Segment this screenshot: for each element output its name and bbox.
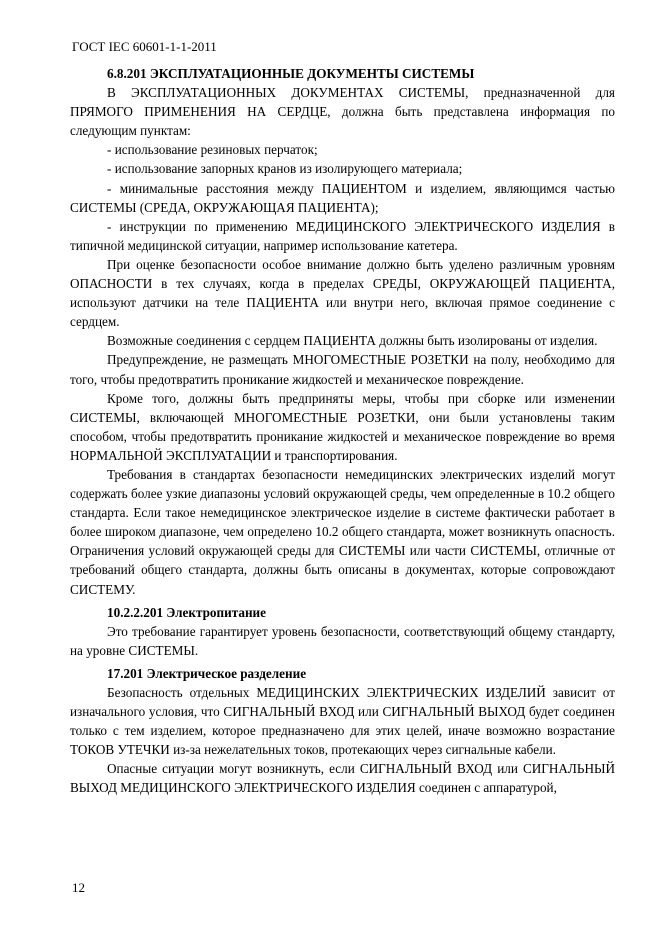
list-item: - инструкции по применению МЕДИЦИНСКОГО ЭЛЕКТРИЧЕСКОГО ИЗДЕЛИЯ в типичной медицинской ситуации, например использование катетера. [70,218,615,253]
list-item: - использование запорных кранов из изолирующего материала; [107,161,463,177]
section-heading: 6.8.201 ЭКСПЛУАТАЦИОННЫЕ ДОКУМЕНТЫ СИСТЕМЫ [107,66,475,81]
paragraph: Кроме того, должны быть предприняты меры, чтобы при сборке или изменении СИСТЕМЫ, включающей МНОГОМЕСТНЫЕ РОЗЕТКИ, они были установлены таким способом, чтобы предотвратить проникание жидкостей и механическое повреждение во время НОРМАЛЬНОЙ ЭКСПЛУАТАЦИИ и транспортирования. [70,390,615,463]
document-id-header: ГОСТ IEC 60601-1-1-2011 [72,39,217,54]
paragraph: Требования в стандартах безопасности немедицинских электрических изделий могут содержать более узкие диапазоны условий окружающей среды, чем определенные в 10.2 общего стандарта. Если такое немедицинское электрическое изделие в системе фактически работает в более широком диапазоне, чем определено 10.2 общего стандарта, может возникнуть опасность. Ограничения условий окружающей среды для СИСТЕМЫ или части СИСТЕМЫ, отличные от требований общего стандарта, должны быть описаны в документах, которые сопровождают СИСТЕМУ. [70,466,615,597]
paragraph: Это требование гарантирует уровень безопасности, соответствующий общему стандарту, на уровне СИСТЕМЫ. [70,623,615,658]
page-number: 12 [72,880,85,895]
paragraph: При оценке безопасности особое внимание должно быть уделено различным уровням ОПАСНОСТИ в тех случаях, когда в пределах СРЕДЫ, ОКРУЖАЮЩЕЙ ПАЦИЕНТА, используют датчики на теле ПАЦИЕНТА или внутри него, включая прямое соединение с сердцем. [70,256,615,330]
paragraph: Предупреждение, не размещать МНОГОМЕСТНЫЕ РОЗЕТКИ на полу, необходимо для того, чтобы предотвратить проникание жидкостей и механическое повреждение. [70,352,615,387]
list-item: - использование резиновых перчаток; [107,142,318,158]
section-heading: 17.201 Электрическое разделение [107,665,307,681]
list-item: - минимальные расстояния между ПАЦИЕНТОМ и изделием, являющимся частью СИСТЕМЫ (СРЕДА, ОКРУЖАЮЩАЯ ПАЦИЕНТА); [70,180,615,215]
paragraph: Возможные соединения с сердцем ПАЦИЕНТА должны быть изолированы от изделия. [107,333,598,349]
paragraph: Опасные ситуации могут возникнуть, если СИГНАЛЬНЫЙ ВХОД или СИГНАЛЬНЫЙ ВЫХОД МЕДИЦИНСКОГО ЭЛЕКТРИЧЕСКОГО ИЗДЕЛИЯ соединен с аппаратурой, [70,761,615,796]
section-heading: 10.2.2.201 Электропитание [107,604,267,620]
paragraph: В ЭКСПЛУАТАЦИОННЫХ ДОКУМЕНТАХ СИСТЕМЫ, предназначенной для ПРЯМОГО ПРИМЕНЕНИЯ НА СЕРДЦЕ, должна быть представлена информация по следующим пунктам: [70,85,615,139]
paragraph: Безопасность отдельных МЕДИЦИНСКИХ ЭЛЕКТРИЧЕСКИХ ИЗДЕЛИЙ зависит от изначального условия, что СИГНАЛЬНЫЙ ВХОД или СИГНАЛЬНЫЙ ВЫХОД будет соединен только с тем изделием, которое предназначено для этих целей, иначе возможно возрастание ТОКОВ УТЕЧКИ из-за нежелательных токов, протекающих через сигнальные кабели. [70,685,615,758]
document-body [70,64,615,798]
